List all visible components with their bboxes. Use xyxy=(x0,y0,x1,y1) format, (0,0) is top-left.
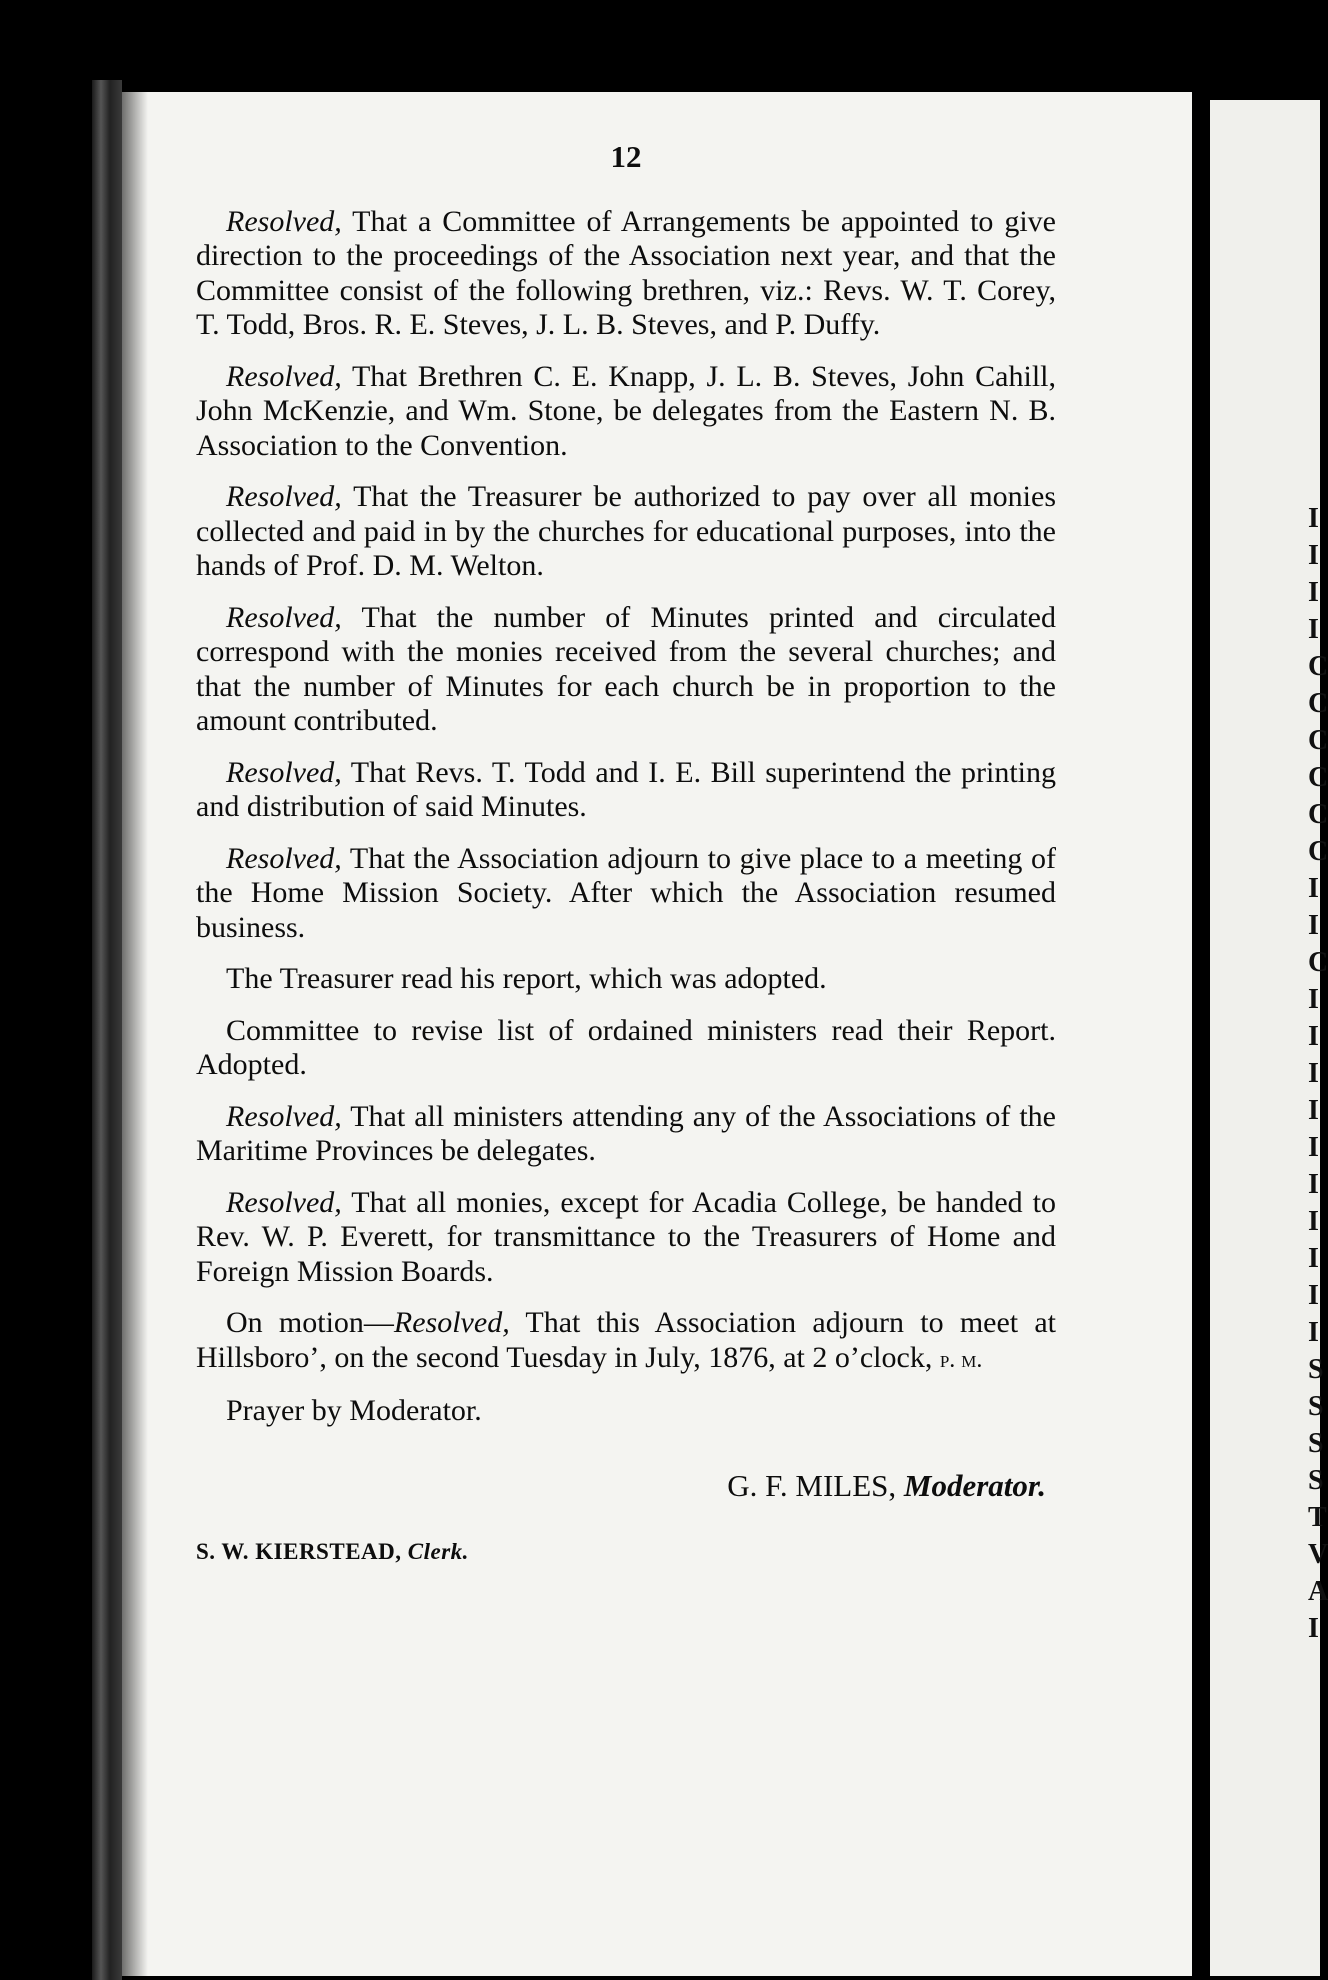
resolved-lead: Resolved, xyxy=(226,841,342,875)
paragraph xyxy=(196,601,1056,739)
edge-letter: I xyxy=(1308,614,1319,645)
paragraph-text: The Treasurer read his report, which was adopted. xyxy=(226,962,827,995)
edge-letter: I xyxy=(1308,1280,1319,1311)
edge-letter: C xyxy=(1308,725,1328,756)
edge-letter: I xyxy=(1308,873,1319,904)
resolutions xyxy=(196,205,1056,1290)
clerk-name: S. W. KIERSTEAD, xyxy=(196,1539,408,1564)
edge-letter: C xyxy=(1308,947,1328,978)
final-motion-time: p. m. xyxy=(939,1346,983,1373)
edge-letter: I xyxy=(1308,540,1319,571)
paragraph-text: That all monies, except for Acadia College, be handed to Rev. W. P. Everett, for transmittance to the Treasurers of Home and Foreign Mission Boards. xyxy=(196,1185,1056,1288)
paragraph-text: That Revs. T. Todd and I. E. Bill superintend the printing and distribution of said Minutes. xyxy=(196,755,1056,823)
clerk-role: Clerk. xyxy=(407,1539,469,1564)
edge-letter: I xyxy=(1308,910,1319,941)
final-motion-prefix: On motion— xyxy=(226,1306,394,1339)
resolved-lead: Resolved, xyxy=(226,1099,342,1133)
edge-letter: I xyxy=(1308,1243,1319,1274)
facing-page-letters xyxy=(1308,500,1328,1647)
final-motion xyxy=(196,1306,1056,1377)
edge-letter: S xyxy=(1308,1428,1324,1459)
edge-letter: I xyxy=(1308,1613,1319,1644)
paragraph-text: That all ministers attending any of the Associations of the Maritime Provinces be delegates. xyxy=(196,1099,1056,1167)
edge-letter: C xyxy=(1308,799,1328,830)
edge-letter: I xyxy=(1308,577,1319,608)
edge-letter: C xyxy=(1308,762,1328,793)
paragraph xyxy=(196,962,1056,997)
paragraph-text: That the Treasurer be authorized to pay over all monies collected and paid in by the churches for educational purposes, into the hands of Prof. D. M. Welton. xyxy=(196,480,1056,582)
paragraph xyxy=(196,1100,1056,1169)
edge-letter: A xyxy=(1308,1576,1328,1607)
edge-letter: S xyxy=(1308,1465,1324,1496)
edge-letter: C xyxy=(1308,688,1328,719)
edge-letter: I xyxy=(1308,1317,1319,1348)
edge-letter: C xyxy=(1308,836,1328,867)
resolved-lead: Resolved, xyxy=(226,755,342,789)
paragraph xyxy=(196,360,1056,464)
page-number: 12 xyxy=(610,139,642,174)
paragraph-text: That the Association adjourn to give place to a meeting of the Home Mission Society. After which the Association resumed business. xyxy=(196,841,1056,944)
edge-letter: I xyxy=(1308,1058,1319,1089)
paragraph-text: That a Committee of Arrangements be appointed to give direction to the proceedings of the Association next year, and that the Committee consist of the following brethren, viz.: Revs. W. T. Corey, T. Todd, Bros. R. E. Steves, J. L. B. Steves, and P. Duffy. xyxy=(196,204,1056,341)
paragraph-text: Committee to revise list of ordained ministers read their Report. Adopted. xyxy=(196,1013,1056,1081)
paragraph xyxy=(196,756,1056,825)
paragraph-text: That the number of Minutes printed and circulated correspond with the monies received from the several churches; and that the number of Minutes for each church be in proportion to the amount contributed. xyxy=(196,600,1056,737)
edge-letter: I xyxy=(1308,1021,1319,1052)
paragraph xyxy=(196,205,1056,343)
edge-letter: I xyxy=(1308,1169,1319,1200)
edge-letter: I xyxy=(1308,1132,1319,1163)
resolved-lead: Resolved, xyxy=(226,359,342,393)
prayer-line: Prayer by Moderator. xyxy=(226,1394,482,1427)
facing-page-edge xyxy=(1210,100,1328,1976)
edge-letter: I xyxy=(1308,984,1319,1015)
paragraph xyxy=(196,842,1056,946)
edge-letter: I xyxy=(1308,1206,1319,1237)
final-motion-text: That this Association adjourn to meet at Hillsboro’, on the second Tuesday in July, 1876, at 2 o’clock, xyxy=(196,1306,1057,1374)
resolved-lead: Resolved, xyxy=(226,600,342,634)
moderator-signature xyxy=(196,1469,1056,1504)
resolved-lead: Resolved, xyxy=(226,204,342,238)
moderator-name: G. F. MILES, xyxy=(727,1467,904,1503)
paragraph xyxy=(196,1186,1056,1290)
edge-letter: I xyxy=(1308,503,1319,534)
edge-letter: S xyxy=(1308,1354,1324,1385)
edge-letter: V xyxy=(1308,1539,1328,1570)
resolved-lead: Resolved, xyxy=(226,1185,342,1219)
moderator-role: Moderator. xyxy=(903,1467,1046,1503)
edge-letter: T xyxy=(1308,1502,1327,1533)
clerk-signature xyxy=(196,1535,1056,1570)
edge-letter: S xyxy=(1308,1391,1324,1422)
paragraph xyxy=(196,1014,1056,1083)
final-motion-lead: Resolved, xyxy=(393,1306,510,1339)
paragraph-text: That Brethren C. E. Knapp, J. L. B. Steves, John Cahill, John McKenzie, and Wm. Stone, be delegates from the Eastern N. B. Association to the Convention. xyxy=(196,359,1056,462)
paragraph xyxy=(196,480,1056,584)
edge-letter: I xyxy=(1308,1095,1319,1126)
book-spine xyxy=(92,80,122,1980)
page-content xyxy=(196,140,1056,1570)
edge-letter: C xyxy=(1308,651,1328,682)
resolved-lead: Resolved, xyxy=(226,480,342,513)
